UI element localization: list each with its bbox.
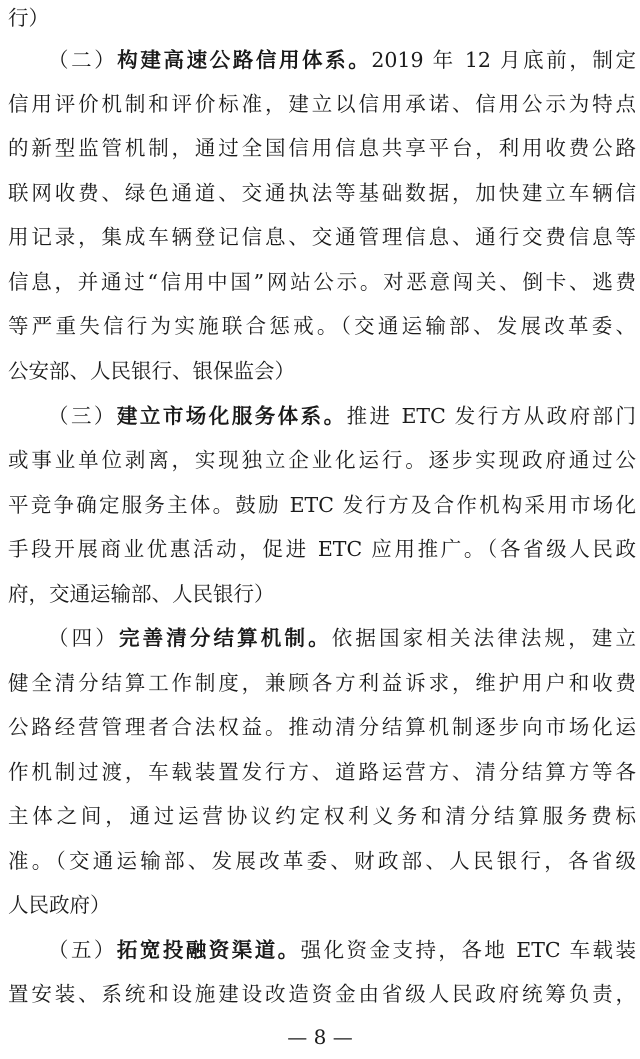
text-line: 平竞争确定服务主体。鼓励 ETC 发行方及合作机构采用市场化: [8, 493, 636, 517]
section-text: 强化资金支持，各地 ETC 车载装: [300, 938, 636, 962]
section-number: （二）: [48, 48, 118, 72]
section-heading-5: [48, 936, 636, 964]
section-heading-2: [48, 46, 636, 74]
text-line: 手段开展商业优惠活动，促进 ETC 应用推广。（各省级人民政: [8, 537, 636, 561]
section-title: 拓宽投融资渠道。: [116, 938, 301, 962]
text-line: 置安装、系统和设施建设改造资金由省级人民政府统筹负责，: [8, 982, 636, 1006]
section-title: 建立市场化服务体系。: [116, 404, 347, 428]
text-line: 准。（交通运输部、发展改革委、财政部、人民银行，各省级: [8, 849, 636, 873]
text-line: 公路经营管理者合法权益。推动清分结算机制逐步向市场化运: [8, 715, 636, 739]
text-line: 用记录，集成车辆登记信息、交通管理信息、通行交费信息等: [8, 225, 636, 249]
section-text: 依据国家相关法律法规，建立: [331, 626, 636, 650]
text-line: 健全清分结算工作制度，兼顾各方利益诉求，维护用户和收费: [8, 671, 636, 695]
section-title: 构建高速公路信用体系。: [117, 48, 372, 72]
text-line: 信息，并通过“信用中国”网站公示。对恶意闯关、倒卡、逃费: [8, 270, 636, 294]
text-line: 的新型监管机制，通过全国信用信息共享平台，利用收费公路: [8, 136, 636, 160]
section-heading-4: [48, 624, 636, 652]
section-title: 完善清分结算机制。: [118, 626, 332, 650]
text-line: 主体之间，通过运营协议约定权利义务和清分结算服务费标: [8, 804, 636, 828]
section-number: （五）: [48, 938, 117, 962]
section-text: 推进 ETC 发行方从政府部门: [346, 404, 636, 428]
text-line: 公安部、人民银行、银保监会）: [8, 359, 295, 383]
section-number: （四）: [48, 626, 119, 650]
text-line: 人民政府）: [8, 893, 111, 917]
text-line: 联网收费、绿色通道、交通执法等基础数据，加快建立车辆信: [8, 181, 636, 205]
page-number: — 8 —: [287, 1025, 353, 1049]
section-heading-3: [48, 402, 636, 430]
text-line: 府，交通运输部、人民银行）: [8, 582, 275, 606]
section-text: 2019 年 12 月底前，制定: [371, 48, 636, 72]
text-line: 行）: [8, 6, 49, 30]
section-number: （三）: [48, 404, 117, 428]
text-line: 信用评价机制和评价标准，建立以信用承诺、信用公示为特点: [8, 92, 636, 116]
text-line: 等严重失信行为实施联合惩戒。（交通运输部、发展改革委、: [8, 314, 636, 338]
text-line: 或事业单位剥离，实现独立企业化运行。逐步实现政府通过公: [8, 448, 636, 472]
text-line: 作机制过渡，车载装置发行方、道路运营方、清分结算方等各: [8, 760, 636, 784]
